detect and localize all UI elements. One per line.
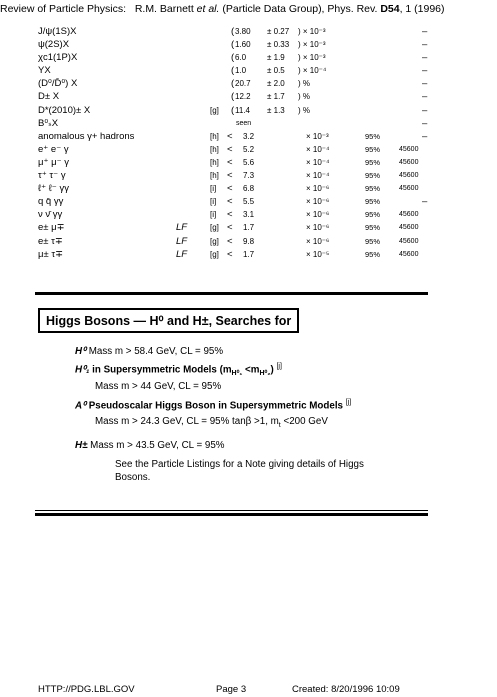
header-authors: R.M. Barnett <box>134 3 194 15</box>
cell-cl: 95% <box>365 144 381 154</box>
cell-pm: ± 0.5 <box>267 66 285 76</box>
section-divider-top <box>35 292 428 295</box>
section-title-box <box>38 308 299 333</box>
cell-note: [h] <box>210 171 219 181</box>
h1-symbol: H⁰₁ <box>75 364 90 376</box>
cell-open: ( <box>231 78 235 90</box>
cell-cl: 95% <box>365 197 381 207</box>
cell-pm: ± 0.27 <box>267 27 290 36</box>
cell-lt: < <box>227 235 233 247</box>
cell-ref: 45600 <box>399 145 419 153</box>
cell-exp: × 10⁻⁶ <box>306 210 330 220</box>
cell-name: e± μ∓ <box>38 222 65 234</box>
a0-mass: Mass m > 24.3 GeV, CL = 95% tanβ >1, m <box>95 416 279 427</box>
cell-dash: – <box>422 91 428 103</box>
cell-lt: < <box>227 209 233 221</box>
cell-lt: < <box>227 222 233 234</box>
a0-symbol: A⁰ <box>75 400 87 412</box>
cell-val: 20.7 <box>235 79 251 89</box>
cell-name: D± X <box>38 91 60 103</box>
see-text-2: Bosons. <box>115 472 151 483</box>
h1-paren: ) <box>270 364 274 376</box>
cell-name: ΥX <box>38 65 51 77</box>
see-text-1: See the Particle Listings for a Note giving details of Higgs <box>115 459 364 470</box>
cell-name: D*(2010)± X <box>38 104 91 116</box>
cell-pm: ± 1.9 <box>267 53 285 63</box>
cell-close: ) × 10⁻³ <box>298 40 326 50</box>
cell-ref: 45600 <box>399 237 419 245</box>
page-header <box>0 3 497 15</box>
cell-name: anomalous γ+ hadrons <box>38 130 135 142</box>
table-row <box>38 249 438 262</box>
cell-name: μ± τ∓ <box>38 248 64 260</box>
table-row <box>38 236 438 249</box>
footer-url[interactable]: HTTP://PDG.LBL.GOV <box>38 684 135 695</box>
cell-dash: – <box>422 104 428 116</box>
cell-dash: – <box>422 130 428 142</box>
cell-name: B⁰ₛX <box>38 117 59 129</box>
header-prefix: Review of Particle Physics: <box>0 3 127 15</box>
footer-created: Created: 8/20/1996 10:09 <box>292 684 400 695</box>
cell-lim: 9.8 <box>243 236 255 246</box>
cell-exp: × 10⁻⁶ <box>306 223 330 233</box>
header-etal: et al. <box>196 3 220 15</box>
h1-sub-b: H⁰₂ <box>259 370 271 378</box>
cell-val: 1.0 <box>235 66 247 76</box>
header-pages: , 1 (1996) <box>399 3 445 15</box>
table-row <box>38 222 438 235</box>
table-row <box>38 52 438 65</box>
cell-dash: – <box>422 39 428 51</box>
h0-line <box>75 346 223 357</box>
cell-cl: 95% <box>365 223 381 233</box>
section-divider-bottom-thick <box>35 513 428 516</box>
cell-close: ) % <box>298 92 310 102</box>
cell-open: ( <box>231 26 235 37</box>
cell-exp: × 10⁻³ <box>306 131 329 141</box>
cell-cl: 95% <box>365 184 381 194</box>
cell-cl: 95% <box>365 157 381 167</box>
cell-note: [g] <box>210 105 219 115</box>
cell-lt: < <box>227 248 233 260</box>
cell-close: ) × 10⁻³ <box>298 53 326 63</box>
cell-lim: 3.2 <box>243 131 255 141</box>
cell-lt: < <box>227 156 233 168</box>
cell-val: 11.4 <box>235 105 250 115</box>
cell-lt: < <box>227 196 233 208</box>
cell-open: ( <box>231 52 235 64</box>
cell-exp: × 10⁻⁴ <box>306 144 330 154</box>
h1-title: in Supersymmetric Models (m <box>89 364 232 376</box>
footer-page: Page 3 <box>216 684 247 695</box>
cell-cl: 95% <box>365 131 381 141</box>
cell-name: e± τ∓ <box>38 235 63 247</box>
cell-open: ( <box>231 65 235 77</box>
cell-close: ) × 10⁻³ <box>298 27 326 36</box>
cell-ref: 45600 <box>399 211 419 219</box>
cell-name: τ⁺ τ⁻ γ <box>38 170 66 182</box>
table-row <box>38 196 438 209</box>
h0-mass: Mass m > 58.4 GeV, CL = 95% <box>86 346 224 357</box>
cell-lt: < <box>227 183 233 195</box>
cell-dash: – <box>422 52 428 64</box>
a0-title: Pseudoscalar Higgs Boson in Supersymmetric Models <box>86 400 343 412</box>
cell-pm: ± 1.3 <box>267 105 285 115</box>
cell-note: [h] <box>210 157 219 167</box>
h1-note: [j] <box>276 363 282 370</box>
table-row <box>38 91 438 104</box>
cell-open: ( <box>231 91 235 103</box>
section-divider-bottom-thin <box>35 510 428 511</box>
cell-name: χc1(1P)X <box>38 52 78 64</box>
cell-note: [i] <box>210 210 217 220</box>
page-footer <box>38 684 488 696</box>
cell-name: e⁺ e⁻ γ <box>38 143 69 155</box>
h1-lt: <m <box>242 364 260 376</box>
see-line-1 <box>115 459 364 470</box>
cell-cl: 95% <box>365 249 381 259</box>
header-group: (Particle Data Group), Phys. Rev. <box>222 3 378 15</box>
h1-sub-a: H⁰₁ <box>231 370 243 378</box>
cell-lt: < <box>227 170 233 182</box>
cell-exp: × 10⁻⁴ <box>306 171 330 181</box>
cell-val: 1.60 <box>235 40 251 50</box>
cell-lt: < <box>227 130 233 142</box>
table-row <box>38 209 438 222</box>
h1-line <box>75 363 282 377</box>
cell-lim: 6.8 <box>243 184 255 194</box>
a0-line <box>75 399 351 411</box>
cell-lim: 5.5 <box>243 197 255 207</box>
cell-seen: seen <box>236 119 252 127</box>
cell-note: [h] <box>210 131 219 141</box>
cell-name: μ⁺ μ⁻ γ <box>38 156 70 168</box>
cell-name: ν ν̄ γγ <box>38 209 63 221</box>
table-row <box>38 39 438 52</box>
cell-lim: 3.1 <box>243 210 255 220</box>
cell-lf: LF <box>176 248 188 260</box>
cell-dash: – <box>422 78 428 90</box>
table-row <box>38 157 438 170</box>
cell-lt: < <box>227 143 233 155</box>
cell-open: ( <box>231 39 235 51</box>
h0-symbol: H⁰ <box>75 346 87 357</box>
hpm-line <box>75 440 225 451</box>
cell-ref: 45600 <box>399 158 419 166</box>
cell-dash: – <box>422 26 428 37</box>
cell-name: (D⁰/D̄⁰) X <box>38 78 78 90</box>
cell-lf: LF <box>176 235 188 247</box>
cell-note: [g] <box>210 249 219 259</box>
cell-note: [g] <box>210 223 219 233</box>
cell-exp: × 10⁻⁶ <box>306 236 330 246</box>
header-journal: D54 <box>380 3 400 15</box>
h1-mass-line <box>95 381 221 392</box>
a0-mass-end: <200 GeV <box>280 416 328 427</box>
cell-close: ) × 10⁻⁴ <box>298 66 327 76</box>
cell-open: ( <box>231 104 235 116</box>
cell-cl: 95% <box>365 210 381 220</box>
cell-exp: × 10⁻⁴ <box>306 157 330 167</box>
table-row <box>38 65 438 78</box>
table-row <box>38 131 438 144</box>
cell-pm: ± 0.33 <box>267 40 290 50</box>
cell-exp: × 10⁻⁶ <box>306 197 330 207</box>
table-row <box>38 144 438 157</box>
table-row <box>38 183 438 196</box>
cell-note: [g] <box>210 236 219 246</box>
section-title: Higgs Bosons — H⁰ and H±, Searches for <box>46 314 292 328</box>
cell-name: ℓ⁺ ℓ⁻ γγ <box>38 183 69 195</box>
cell-close: ) % <box>298 105 310 115</box>
cell-ref: 45600 <box>399 185 419 193</box>
a0-mass-line <box>95 416 328 429</box>
cell-lim: 5.2 <box>243 144 255 154</box>
cell-lim: 1.7 <box>243 249 255 259</box>
cell-note: [h] <box>210 144 219 154</box>
cell-note: [i] <box>210 197 217 207</box>
cell-dash: – <box>422 196 428 208</box>
hpm-mass: Mass m > 43.5 GeV, CL = 95% <box>87 440 225 451</box>
cell-cl: 95% <box>365 236 381 246</box>
table-row <box>38 118 438 131</box>
cell-exp: × 10⁻⁶ <box>306 184 330 194</box>
cell-pm: ± 1.7 <box>267 92 285 102</box>
cell-ref: 45600 <box>399 224 419 232</box>
cell-note: [i] <box>210 184 217 194</box>
table-row <box>38 78 438 91</box>
table-row <box>38 170 438 183</box>
cell-lim: 1.7 <box>243 223 255 233</box>
see-line-2 <box>115 472 150 483</box>
cell-val: 12.2 <box>235 92 251 102</box>
cell-dash: – <box>422 65 428 77</box>
cell-lim: 5.6 <box>243 157 255 167</box>
cell-val: 3.80 <box>235 27 251 36</box>
a0-note: [j] <box>345 399 352 406</box>
a0-mass-sub: t <box>278 421 281 429</box>
cell-close: ) % <box>298 79 310 89</box>
cell-name: J/ψ(1S)X <box>38 26 77 37</box>
cell-exp: × 10⁻⁵ <box>306 249 330 259</box>
cell-name: q q̄ γγ <box>38 196 64 208</box>
cell-val: 6.0 <box>235 53 247 63</box>
cell-dash: – <box>422 117 428 129</box>
cell-ref: 45600 <box>399 250 419 258</box>
cell-cl: 95% <box>365 171 381 181</box>
cell-name: ψ(2S)X <box>38 39 70 51</box>
hpm-symbol: H± <box>75 440 88 451</box>
cell-lf: LF <box>176 222 188 234</box>
table-row <box>38 26 438 39</box>
table-row <box>38 105 438 118</box>
cell-pm: ± 2.0 <box>267 79 285 89</box>
h1-mass: Mass m > 44 GeV, CL = 95% <box>95 381 222 392</box>
cell-ref: 45600 <box>399 172 419 180</box>
cell-lim: 7.3 <box>243 171 255 181</box>
decay-mode-table <box>38 26 438 262</box>
